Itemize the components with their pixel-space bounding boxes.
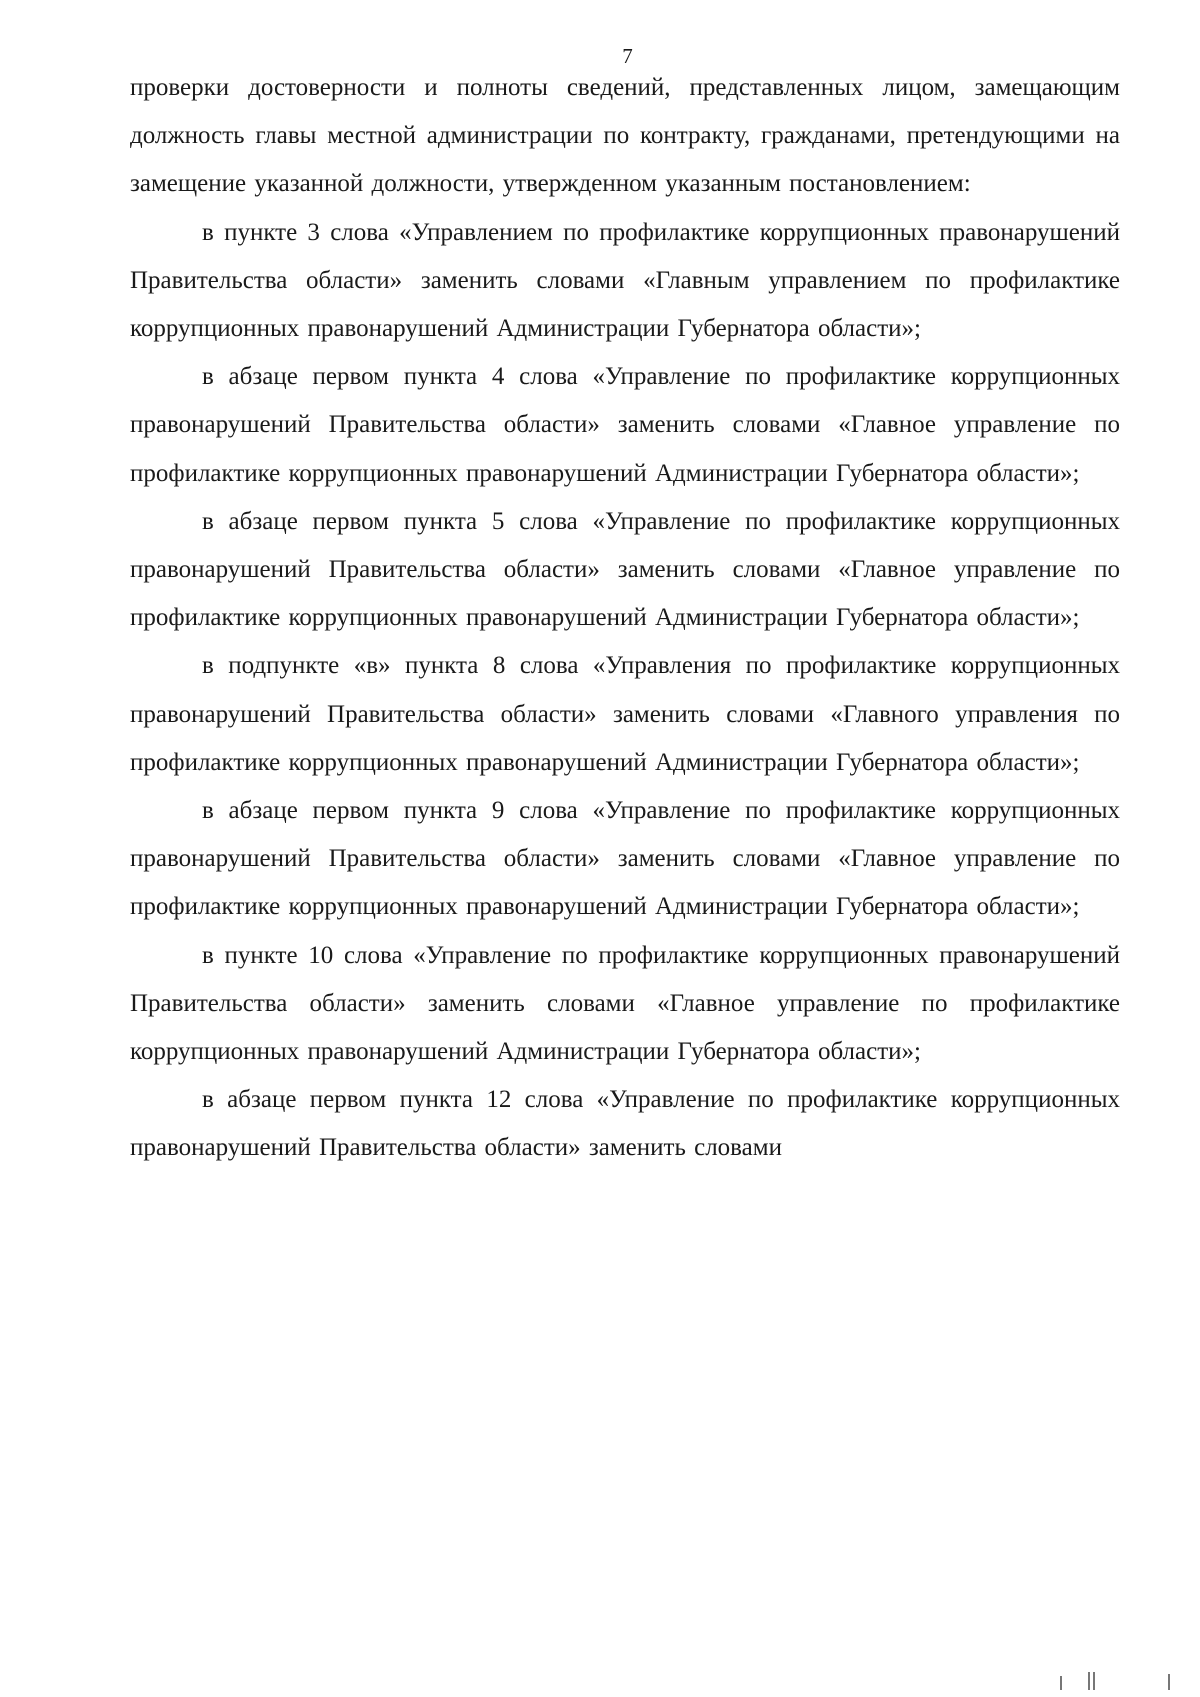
paragraph-amendment-item-10: в пункте 10 слова «Управление по профилактике коррупционных правонарушений Правительства области» заменить словами «Главное управление по профилактике коррупционных правонарушений Администрации Губернатора области»; (130, 941, 1120, 1066)
paragraph-continuation: проверки достоверности и полноты сведений, представленных лицом, замещающим должность главы местной администрации по контракту, гражданами, претендующими на замещение указанной должности, утвержденном указанным постановлением: (130, 74, 1120, 198)
paragraph-amendment-item-5: в абзаце первом пункта 5 слова «Управление по профилактике коррупционных правонарушений Правительства области» заменить словами «Главное управление по профилактике коррупционных правонарушений Администрации Губернатора области»; (130, 507, 1120, 632)
paragraph-amendment-item-8: в подпункте «в» пункта 8 слова «Управления по профилактике коррупционных правонарушений Правительства области» заменить словами «Главного управления по профилактике коррупционных правонарушений Администрации Губернатора области»; (130, 652, 1120, 776)
page-number: 7 (622, 44, 633, 68)
scan-artifact-mark (1168, 1674, 1170, 1690)
paragraph-amendment-item-9: в абзаце первом пункта 9 слова «Управление по профилактике коррупционных правонарушений Правительства области» заменить словами «Главное управление по профилактике коррупционных правонарушений Администрации Губернатора области»; (130, 797, 1120, 921)
scan-artifact-mark (1093, 1672, 1095, 1690)
paragraph-amendment-item-12: в абзаце первом пункта 12 слова «Управление по профилактике коррупционных правонарушений Правительства области» заменить словами (130, 1086, 1120, 1162)
paragraph-amendment-item-3: в пункте 3 слова «Управлением по профилактике коррупционных правонарушений Правительства области» заменить словами «Главным управлением по профилактике коррупционных правонарушений Администрации Губернатора области»; (130, 218, 1120, 343)
document-body (130, 64, 1120, 1173)
scan-artifact-mark (1088, 1672, 1090, 1690)
paragraph-amendment-item-4: в абзаце первом пункта 4 слова «Управление по профилактике коррупционных правонарушений Правительства области» заменить словами «Главное управление по профилактике коррупционных правонарушений Администрации Губернатора области»; (130, 363, 1120, 487)
scan-artifact-mark (1060, 1676, 1062, 1690)
